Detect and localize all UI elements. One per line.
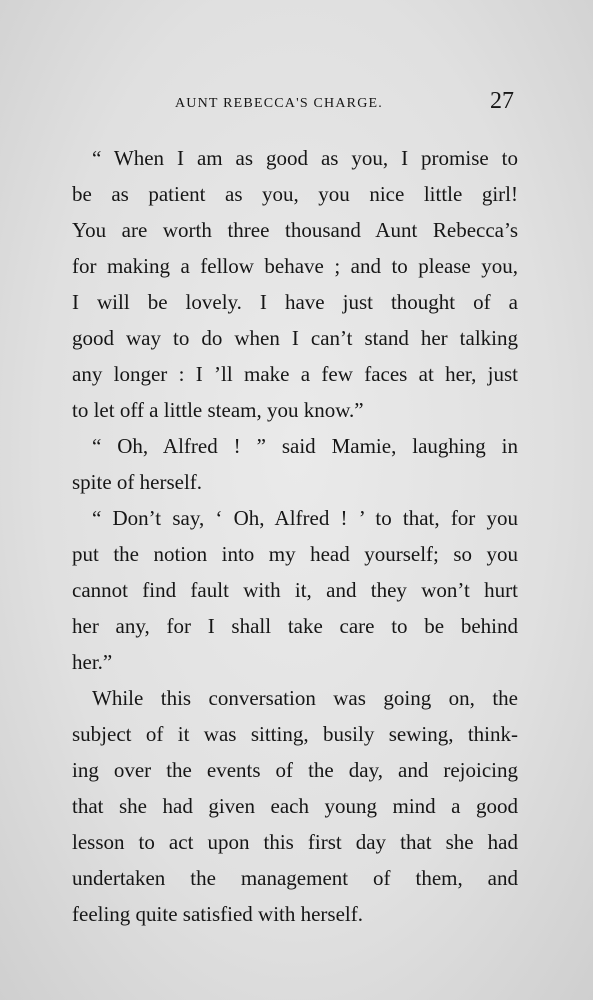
paragraph [72,500,518,680]
text-line: good way to do when I can’t stand her talking [72,326,518,350]
body-text [72,140,518,932]
text-line: I will be lovely. I have just thought of a [72,290,518,314]
text-line: her any, for I shall take care to be behind [72,614,518,638]
text-line: “ Oh, Alfred ! ” said Mamie, laughing in [92,434,518,458]
paragraph [72,140,518,428]
running-head [0,88,593,118]
text-line: put the notion into my head yourself; so you [72,542,518,566]
page-number: 27 [490,88,514,114]
text-line: that she had given each young mind a good [72,794,518,818]
text-line: subject of it was sitting, busily sewing, think- [72,722,518,746]
text-line: be as patient as you, you nice little girl! [72,182,518,206]
text-line: spite of herself. [72,470,203,494]
paragraph [72,680,518,932]
text-line: undertaken the management of them, and [72,866,518,890]
text-line: “ When I am as good as you, I promise to [92,146,518,170]
text-line: cannot find fault with it, and they won’t hurt [72,578,518,602]
text-line: for making a fellow behave ; and to please you, [72,254,518,278]
text-line: any longer : I ’ll make a few faces at her, just [72,362,518,386]
text-line: to let off a little steam, you know.” [72,398,364,422]
text-line: ing over the events of the day, and rejoicing [72,758,518,782]
text-line: her.” [72,650,113,674]
text-line: feeling quite satisfied with herself. [72,902,363,926]
running-title: AUNT REBECCA'S CHARGE. [175,96,383,111]
text-line: While this conversation was going on, the [92,686,518,710]
text-line: You are worth three thousand Aunt Rebecca’s [72,218,518,242]
text-line: lesson to act upon this first day that she had [72,830,518,854]
paragraph [72,428,518,500]
text-line: “ Don’t say, ‘ Oh, Alfred ! ’ to that, for you [92,506,518,530]
